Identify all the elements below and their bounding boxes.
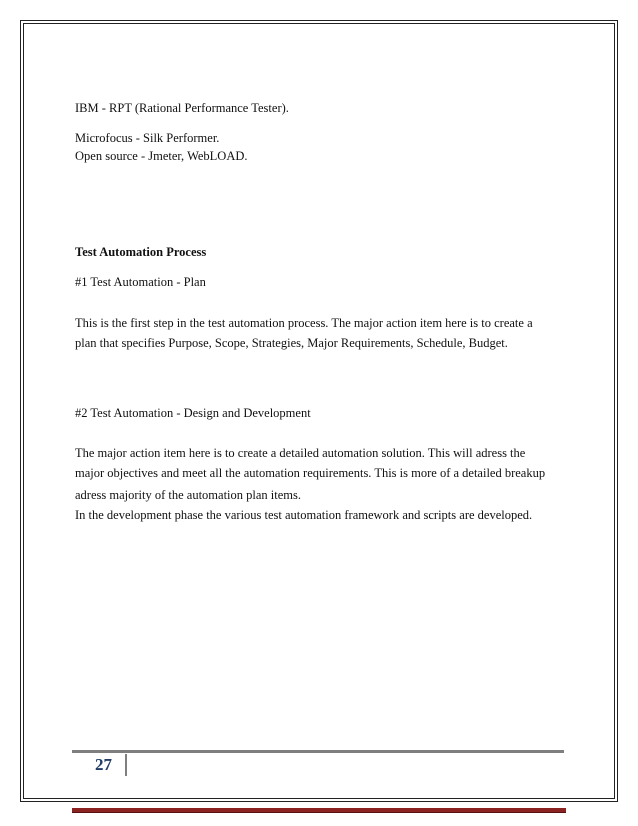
footer-rule — [72, 750, 564, 753]
tool-line-ibm: IBM - RPT (Rational Performance Tester). — [75, 101, 289, 115]
step-1-paragraph-line: plan that specifies Purpose, Scope, Strategies, Major Requirements, Schedule, Budget. — [75, 336, 508, 350]
section-heading: Test Automation Process — [75, 245, 207, 259]
tool-line-open-source: Open source - Jmeter, WebLOAD. — [75, 149, 248, 163]
step-2-paragraph-line: The major action item here is to create a detailed automation solution. This will adress the — [75, 446, 526, 460]
step-2-paragraph-line: In the development phase the various test automation framework and scripts are developed. — [75, 508, 533, 522]
step-1-paragraph-line: This is the first step in the test automation process. The major action item here is to create a — [75, 316, 533, 330]
step-1-title: #1 Test Automation - Plan — [75, 275, 206, 289]
tool-line-microfocus: Microfocus - Silk Performer. — [75, 131, 220, 145]
step-2-paragraph-line: adress majority of the automation plan items. — [75, 488, 301, 502]
bottom-decorative-rule — [72, 808, 566, 813]
page-number: 27 — [95, 755, 112, 774]
page-number-divider — [125, 754, 127, 776]
step-2-paragraph-line: major objectives and meet all the automation requirements. This is more of a detailed breakup — [75, 466, 546, 480]
step-2-title: #2 Test Automation - Design and Development — [75, 406, 311, 420]
